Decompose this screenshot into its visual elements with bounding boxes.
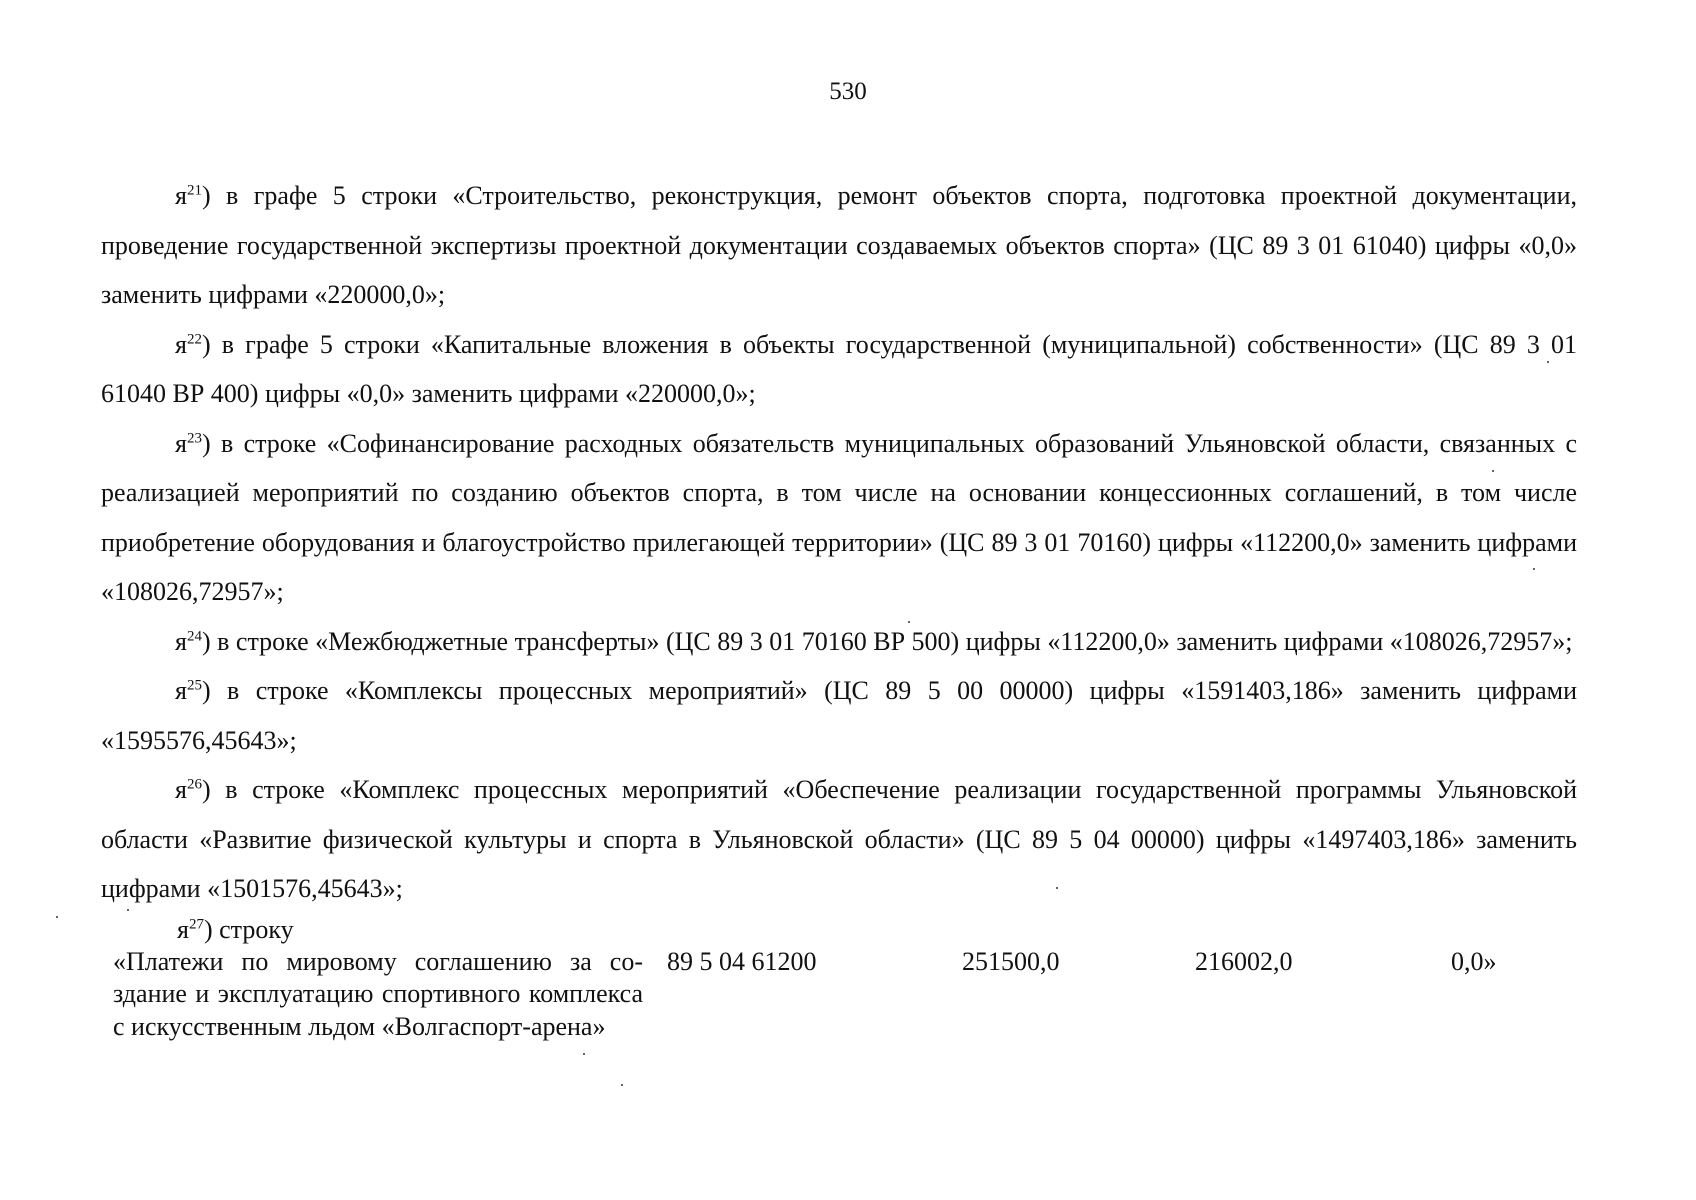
paragraph-ya22 — [101, 320, 1577, 419]
paragraph-ya27: $я^{27}$) строку — [177, 914, 294, 944]
row-code-cell: 89 5 04 61200 — [667, 946, 817, 976]
paragraph-text: ) в строке «Комплексы процессных мероприятий» (ЦС 89 5 00 00000) цифры «1591403,186» заменить цифрами «1595576,45643»; — [101, 676, 1577, 755]
item-label: $я^{22}$ — [175, 329, 202, 359]
item-label: $я^{25}$ — [175, 676, 202, 705]
item-label: $я^{23}$ — [175, 428, 202, 458]
row-name-cell: «Платежи по мировому соглашению за создание и эксплуатацию спортивного комплекса с искусственным льдом «Волгаспорт-арена» — [113, 946, 643, 1041]
scan-speck — [908, 621, 910, 623]
scan-speck — [583, 1053, 585, 1055]
paragraph-text: ) в строке «Межбюджетные трансферты» (ЦС 89 3 01 70160 ВР 500) цифры «112200,0» заменить цифрами «108026,72957»; — [201, 626, 1573, 656]
scan-speck — [621, 1084, 623, 1086]
document-body — [101, 171, 1577, 1086]
row-value-3-cell: 0,0» — [1451, 946, 1497, 976]
paragraph-text: ) в строке «Софинансирование расходных обязательств муниципальных образований Ульяновской области, связанных с реализацией мероприятий по созданию объектов спорта, в том числе на основании концессионных соглашений, в том числе приобретение оборудования и благоустройство прилегающей территории» (ЦС 89 3 01 70160) цифры «112200,0» заменить цифрами «108026,72957»; — [101, 428, 1577, 606]
scan-speck — [1056, 887, 1058, 889]
row-value-1-cell: 251500,0 — [962, 946, 1060, 976]
page-number: 530 — [829, 78, 867, 105]
paragraph-text: ) в графе 5 строки «Капитальные вложения в объекты государственной (муниципальной) собственности» (ЦС 89 3 01 61040 ВР 400) цифры «0,0» заменить цифрами «220000,0»; — [101, 329, 1577, 408]
scan-speck — [127, 909, 129, 911]
paragraph-text: ) в строке «Комплекс процессных мероприятий «Обеспечение реализации государственной программы Ульяновской области «Развитие физической культуры и спорта в Ульяновской области» (ЦС 89 5 04 00000) цифры «1497403,186» заменить цифрами «1501576,45643»; — [101, 775, 1577, 903]
paragraph-ya23 — [101, 419, 1577, 617]
scan-speck — [1547, 361, 1549, 363]
paragraph-text: ) в графе 5 строки «Строительство, реконструкция, ремонт объектов спорта, подготовка проектной документации, проведение государственной экспертизы проектной документации создаваемых объектов спорта» (ЦС 89 3 01 61040) цифры «0,0» заменить цифрами «220000,0»; — [101, 181, 1577, 309]
item-label: $я^{26}$ — [175, 775, 202, 804]
item-label: $я^{24}$ — [175, 626, 202, 656]
paragraph-ya24 — [101, 617, 1577, 667]
scan-speck — [1492, 470, 1494, 472]
paragraph-ya25 — [101, 666, 1577, 765]
item-label: $я^{21}$ — [175, 181, 202, 210]
table-row — [101, 946, 1577, 1086]
row-value-2-cell: 216002,0 — [1195, 946, 1293, 976]
scan-speck — [1533, 568, 1535, 570]
scan-speck — [56, 916, 58, 918]
paragraph-ya26 — [101, 765, 1577, 914]
paragraph-ya21 — [101, 171, 1577, 320]
